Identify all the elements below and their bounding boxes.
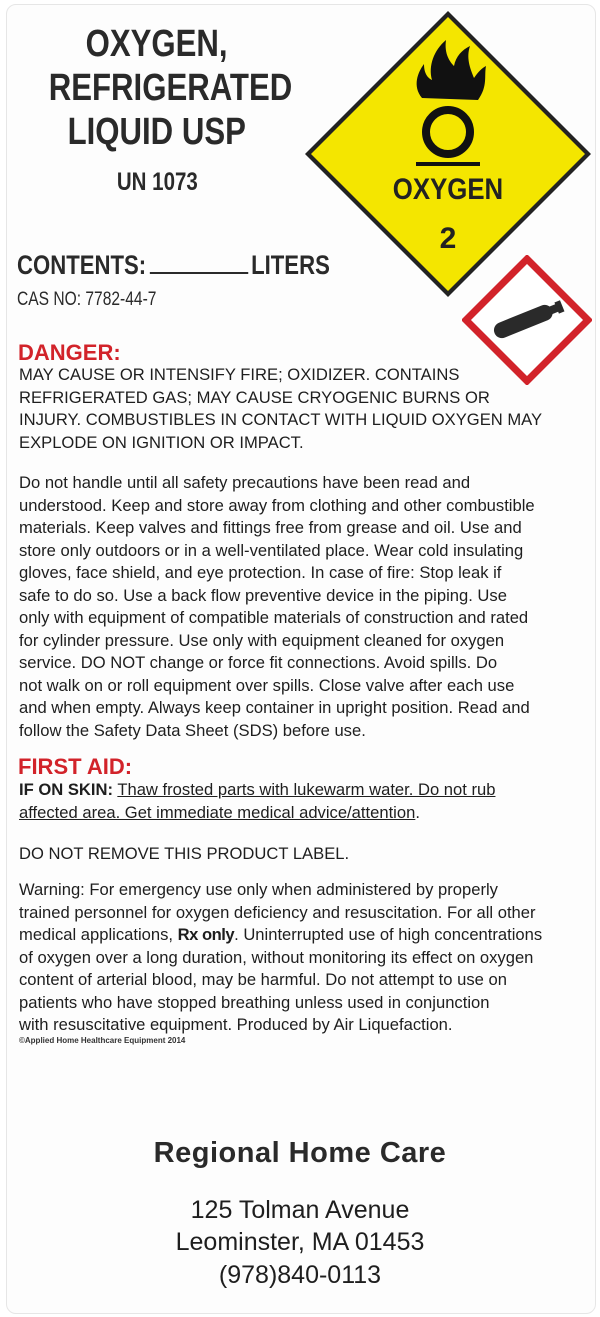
precaution-line: and when empty. Always keep container in upright position. Read and: [19, 698, 530, 717]
warning-line: content of arterial blood, may be harmful. Do not attempt to use on: [19, 970, 507, 989]
precaution-line: service. DO NOT change or force fit connections. Avoid spills. Do: [19, 653, 498, 672]
un-number: [22, 168, 292, 197]
warning-paragraph: [19, 879, 589, 1037]
product-title-line-1: [22, 22, 292, 66]
title-line-2-text: REFRIGERATED: [48, 67, 293, 109]
danger-line: REFRIGERATED GAS; MAY CAUSE CRYOGENIC BURNS OR: [19, 387, 490, 407]
cas-text: CAS NO: 7782-44-7: [17, 289, 157, 310]
cas-number: [17, 289, 187, 311]
danger-line: EXPLODE ON IGNITION OR IMPACT.: [19, 432, 304, 452]
warning-line: Warning: For emergency use only when administered by properly: [19, 880, 498, 899]
precaution-line: Do not handle until all safety precautions have been read and: [19, 473, 471, 492]
contents-unit: LITERS: [251, 250, 330, 280]
danger-line: INJURY. COMBUSTIBLES IN CONTACT WITH LIQUID OXYGEN MAY: [19, 410, 543, 429]
placard-label: OXYGEN: [392, 172, 504, 206]
product-title-line-3: [22, 110, 292, 154]
precaution-line: understood. Keep and store away from clothing and other combustible: [19, 495, 535, 515]
precaution-line: safe to do so. Use a back flow preventive device in the piping. Use: [19, 585, 507, 605]
un-number-text: UN 1073: [116, 168, 198, 196]
precaution-line: store only outdoors or in a well-ventilated place. Wear cold insulating: [19, 540, 524, 560]
contents-label: CONTENTS:: [17, 250, 147, 280]
warning-line: with resuscitative equipment. Produced by Air Liquefaction.: [19, 1015, 453, 1034]
precaution-line: for cylinder pressure. Use only with equipment cleaned for oxygen: [19, 630, 505, 650]
company-phone: (978)840-0113: [218, 1261, 382, 1289]
precautionary-statements: [19, 472, 589, 742]
warning-line: patients who have stopped breathing unless used in conjunction: [19, 992, 490, 1012]
title-line-1-text: OXYGEN,: [86, 23, 228, 65]
title-line-3-text: LIQUID USP: [67, 111, 247, 153]
skin-instruction-line-1: Thaw frosted parts with lukewarm water. Do not rub: [117, 780, 496, 799]
skin-label: IF ON SKIN:: [19, 780, 114, 799]
danger-line: MAY CAUSE OR INTENSIFY FIRE; OXIDIZER. CONTAINS: [19, 365, 460, 384]
company-name: Regional Home Care: [153, 1137, 447, 1169]
warning-line-3-post: . Uninterrupted use of high concentrations: [234, 925, 543, 944]
precaution-line: follow the Safety Data Sheet (SDS) before use.: [19, 720, 366, 740]
warning-line: trained personnel for oxygen deficiency and resuscitation. For all other: [19, 902, 536, 922]
warning-line: of oxygen over a long duration, without monitoring its effect on oxygen: [19, 947, 534, 967]
precaution-line: gloves, face shield, and eye protection. In case of fire: Stop leak if: [19, 563, 502, 582]
do-not-remove-notice: DO NOT REMOVE THIS PRODUCT LABEL.: [19, 844, 350, 863]
skin-instruction-line-2: affected area. Get immediate medical advice/attention: [19, 802, 416, 822]
company-city: Leominster, MA 01453: [175, 1228, 425, 1256]
first-aid-skin: IF ON SKIN: Thaw frosted parts with lukewarm water. Do not rub affected area. Get immediate medical advice/attention.: [19, 780, 496, 822]
contents-blank: [149, 250, 247, 274]
precaution-line: only with equipment of compatible materials of construction and rated: [19, 608, 529, 627]
rx-only: Rx only: [177, 925, 235, 944]
first-aid-heading: FIRST AID:: [18, 754, 133, 779]
product-title-line-2: [22, 66, 292, 110]
placard-class-number: 2: [439, 222, 457, 255]
company-street: 125 Tolman Avenue: [190, 1196, 410, 1224]
warning-line-3-pre: medical applications,: [19, 925, 178, 944]
precaution-line: not walk on or roll equipment over spills. Close valve after each use: [19, 675, 515, 695]
copyright-notice: ©Applied Home Healthcare Equipment 2014: [19, 1036, 186, 1045]
precaution-line: materials. Keep valves and fittings free from grease and oil. Use and: [19, 518, 522, 537]
danger-heading: DANGER:: [18, 340, 121, 365]
danger-statement: [19, 364, 589, 454]
